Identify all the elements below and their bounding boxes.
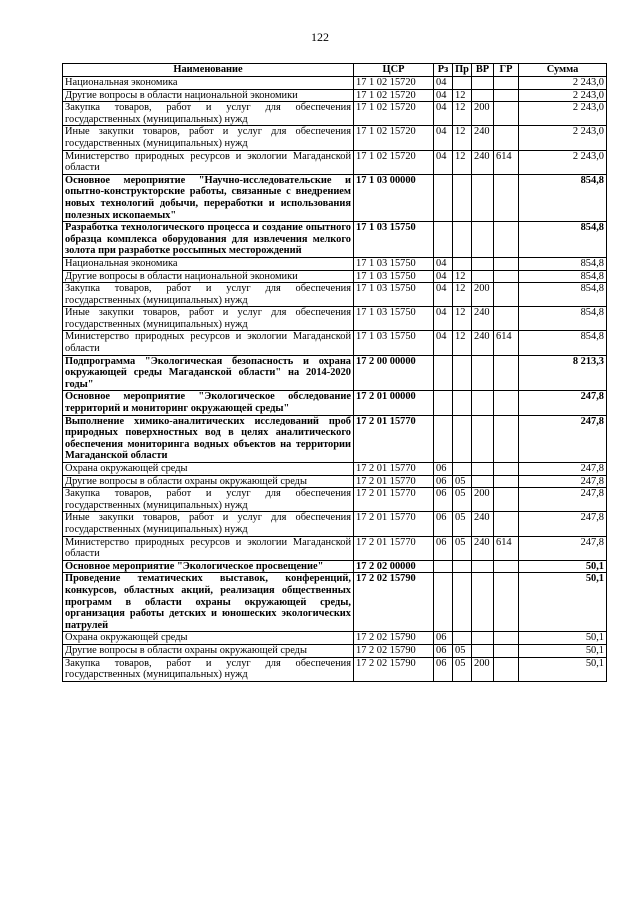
cell-rz: 06: [434, 488, 453, 512]
cell-vr: 200: [472, 102, 494, 126]
cell-sum: 50,1: [519, 632, 607, 645]
cell-gr: [494, 355, 519, 391]
cell-csr: 17 2 01 15770: [354, 536, 434, 560]
cell-gr: [494, 488, 519, 512]
cell-sum: 8 213,3: [519, 355, 607, 391]
cell-gr: [494, 174, 519, 221]
cell-name: Основное мероприятие "Научно-исследовательские и опытно-конструкторские работы, связанные с внедрением новых технологий добычи, переработки и использования полезных ископаемых": [63, 174, 354, 221]
cell-name: Охрана окружающей среды: [63, 463, 354, 476]
cell-gr: [494, 391, 519, 415]
cell-sum: 247,8: [519, 391, 607, 415]
cell-gr: [494, 222, 519, 258]
cell-vr: 240: [472, 331, 494, 355]
cell-gr: [494, 573, 519, 632]
table-row: [63, 257, 607, 270]
table-row: [63, 475, 607, 488]
cell-vr: 240: [472, 307, 494, 331]
cell-vr: 240: [472, 536, 494, 560]
table-row: [63, 536, 607, 560]
table-row: [63, 222, 607, 258]
cell-gr: [494, 102, 519, 126]
cell-vr: [472, 463, 494, 476]
cell-name: Другие вопросы в области национальной экономики: [63, 89, 354, 102]
cell-rz: 06: [434, 475, 453, 488]
cell-name: Основное мероприятие "Экологическое обследование территорий и мониторинг окружающей среды": [63, 391, 354, 415]
cell-pr: [453, 174, 472, 221]
cell-rz: [434, 415, 453, 462]
cell-csr: 17 1 03 15750: [354, 331, 434, 355]
cell-sum: 50,1: [519, 657, 607, 681]
table-row: [63, 573, 607, 632]
cell-name: Проведение тематических выставок, конференций, конкурсов, областных акций, реализация общественных программ в области охраны окружающей среды, организация работы детских и юношеских экологических патрулей: [63, 573, 354, 632]
cell-pr: 12: [453, 283, 472, 307]
cell-pr: 12: [453, 126, 472, 150]
cell-name: Другие вопросы в области национальной экономики: [63, 270, 354, 283]
table-row: [63, 560, 607, 573]
cell-pr: [453, 222, 472, 258]
cell-pr: 12: [453, 150, 472, 174]
cell-rz: [434, 391, 453, 415]
cell-vr: [472, 644, 494, 657]
cell-gr: [494, 307, 519, 331]
header-rz: Рз: [434, 64, 453, 77]
table-row: [63, 415, 607, 462]
cell-name: Министерство природных ресурсов и экологии Магаданской области: [63, 331, 354, 355]
cell-rz: 06: [434, 536, 453, 560]
cell-name: Другие вопросы в области охраны окружающей среды: [63, 644, 354, 657]
cell-csr: 17 2 02 15790: [354, 573, 434, 632]
cell-pr: 12: [453, 102, 472, 126]
table-row: [63, 488, 607, 512]
table-row: [63, 150, 607, 174]
cell-name: Основное мероприятие "Экологическое просвещение": [63, 560, 354, 573]
cell-rz: [434, 573, 453, 632]
header-csr: ЦСР: [354, 64, 434, 77]
cell-gr: [494, 512, 519, 536]
table-row: [63, 77, 607, 90]
cell-name: Разработка технологического процесса и создание опытного образца комплекса оборудования для извлечения мелкого золота при разработке россыпных месторождений: [63, 222, 354, 258]
cell-vr: [472, 222, 494, 258]
cell-vr: [472, 632, 494, 645]
cell-gr: [494, 126, 519, 150]
cell-vr: [472, 257, 494, 270]
cell-vr: 240: [472, 150, 494, 174]
cell-gr: [494, 77, 519, 90]
cell-pr: [453, 560, 472, 573]
table-row: [63, 331, 607, 355]
cell-csr: 17 1 02 15720: [354, 89, 434, 102]
budget-table: [62, 63, 607, 682]
cell-pr: 05: [453, 488, 472, 512]
cell-vr: 200: [472, 488, 494, 512]
cell-gr: [494, 270, 519, 283]
cell-pr: 05: [453, 644, 472, 657]
cell-name: Министерство природных ресурсов и экологии Магаданской области: [63, 536, 354, 560]
cell-rz: [434, 174, 453, 221]
cell-rz: 06: [434, 463, 453, 476]
cell-vr: [472, 174, 494, 221]
cell-pr: 12: [453, 307, 472, 331]
cell-name: Иные закупки товаров, работ и услуг для обеспечения государственных (муниципальных) нужд: [63, 126, 354, 150]
cell-gr: [494, 257, 519, 270]
cell-pr: [453, 415, 472, 462]
cell-csr: 17 1 02 15720: [354, 150, 434, 174]
cell-csr: 17 2 01 00000: [354, 391, 434, 415]
table-row: [63, 512, 607, 536]
table-header: [63, 64, 607, 77]
table-row: [63, 644, 607, 657]
cell-rz: 06: [434, 644, 453, 657]
cell-gr: [494, 560, 519, 573]
cell-vr: [472, 270, 494, 283]
cell-csr: 17 2 02 15790: [354, 632, 434, 645]
cell-gr: 614: [494, 536, 519, 560]
cell-rz: 04: [434, 283, 453, 307]
cell-name: Иные закупки товаров, работ и услуг для обеспечения государственных (муниципальных) нужд: [63, 307, 354, 331]
table-row: [63, 632, 607, 645]
cell-sum: 247,8: [519, 536, 607, 560]
cell-gr: 614: [494, 331, 519, 355]
cell-csr: 17 2 02 15790: [354, 657, 434, 681]
cell-sum: 854,8: [519, 270, 607, 283]
cell-vr: 240: [472, 512, 494, 536]
cell-name: Закупка товаров, работ и услуг для обеспечения государственных (муниципальных) нужд: [63, 488, 354, 512]
cell-name: Национальная экономика: [63, 257, 354, 270]
cell-rz: 04: [434, 89, 453, 102]
cell-rz: 06: [434, 512, 453, 536]
cell-csr: 17 1 02 15720: [354, 102, 434, 126]
cell-pr: 05: [453, 657, 472, 681]
table-row: [63, 283, 607, 307]
cell-sum: 854,8: [519, 222, 607, 258]
cell-csr: 17 2 01 15770: [354, 475, 434, 488]
header-name: Наименование: [63, 64, 354, 77]
cell-sum: 2 243,0: [519, 126, 607, 150]
cell-csr: 17 2 01 15770: [354, 488, 434, 512]
cell-sum: 2 243,0: [519, 102, 607, 126]
cell-gr: [494, 415, 519, 462]
cell-name: Охрана окружающей среды: [63, 632, 354, 645]
cell-vr: [472, 391, 494, 415]
cell-vr: [472, 415, 494, 462]
cell-csr: 17 2 01 15770: [354, 415, 434, 462]
cell-csr: 17 1 03 15750: [354, 283, 434, 307]
cell-pr: 12: [453, 331, 472, 355]
cell-rz: 04: [434, 102, 453, 126]
cell-sum: 247,8: [519, 488, 607, 512]
table-row: [63, 463, 607, 476]
cell-vr: [472, 89, 494, 102]
header-pr: Пр: [453, 64, 472, 77]
cell-sum: 247,8: [519, 415, 607, 462]
cell-gr: [494, 644, 519, 657]
cell-gr: [494, 657, 519, 681]
cell-csr: 17 2 00 00000: [354, 355, 434, 391]
cell-sum: 50,1: [519, 560, 607, 573]
table-row: [63, 391, 607, 415]
cell-gr: 614: [494, 150, 519, 174]
cell-gr: [494, 283, 519, 307]
cell-pr: 05: [453, 475, 472, 488]
cell-pr: [453, 632, 472, 645]
cell-sum: 854,8: [519, 331, 607, 355]
header-gr: ГР: [494, 64, 519, 77]
cell-rz: 04: [434, 126, 453, 150]
cell-csr: 17 2 01 15770: [354, 512, 434, 536]
cell-name: Национальная экономика: [63, 77, 354, 90]
cell-name: Иные закупки товаров, работ и услуг для обеспечения государственных (муниципальных) нужд: [63, 512, 354, 536]
cell-gr: [494, 632, 519, 645]
cell-pr: [453, 391, 472, 415]
cell-rz: 04: [434, 150, 453, 174]
cell-pr: 12: [453, 89, 472, 102]
cell-csr: 17 1 03 15750: [354, 257, 434, 270]
cell-sum: 2 243,0: [519, 89, 607, 102]
cell-rz: 06: [434, 657, 453, 681]
table-row: [63, 270, 607, 283]
table-row: [63, 102, 607, 126]
cell-rz: 04: [434, 307, 453, 331]
cell-vr: 200: [472, 657, 494, 681]
cell-sum: 50,1: [519, 644, 607, 657]
cell-rz: [434, 222, 453, 258]
cell-vr: [472, 573, 494, 632]
header-row: [63, 64, 607, 77]
cell-rz: [434, 355, 453, 391]
cell-pr: 05: [453, 512, 472, 536]
table-row: [63, 355, 607, 391]
cell-vr: 200: [472, 283, 494, 307]
cell-name: Закупка товаров, работ и услуг для обеспечения государственных (муниципальных) нужд: [63, 657, 354, 681]
cell-csr: 17 1 03 00000: [354, 174, 434, 221]
cell-csr: 17 1 03 15750: [354, 270, 434, 283]
cell-csr: 17 1 02 15720: [354, 77, 434, 90]
cell-sum: 854,8: [519, 283, 607, 307]
cell-sum: 854,8: [519, 257, 607, 270]
cell-name: Министерство природных ресурсов и экологии Магаданской области: [63, 150, 354, 174]
cell-pr: 05: [453, 536, 472, 560]
cell-rz: 04: [434, 270, 453, 283]
header-vr: ВР: [472, 64, 494, 77]
table-row: [63, 174, 607, 221]
cell-sum: 247,8: [519, 475, 607, 488]
cell-rz: 04: [434, 257, 453, 270]
cell-pr: [453, 77, 472, 90]
header-sum: Сумма: [519, 64, 607, 77]
cell-csr: 17 1 03 15750: [354, 222, 434, 258]
cell-sum: 247,8: [519, 512, 607, 536]
cell-pr: [453, 257, 472, 270]
cell-csr: 17 2 01 15770: [354, 463, 434, 476]
cell-sum: 50,1: [519, 573, 607, 632]
cell-name: Подпрограмма "Экологическая безопасность и охрана окружающей среды Магаданской области" на 2014-2020 годы": [63, 355, 354, 391]
cell-name: Выполнение химико-аналитических исследований проб природных поверхностных вод в целях аналитического обеспечения мониторинга водных объектов на территории Магаданской области: [63, 415, 354, 462]
cell-csr: 17 1 02 15720: [354, 126, 434, 150]
cell-csr: 17 2 02 15790: [354, 644, 434, 657]
cell-vr: [472, 355, 494, 391]
cell-vr: [472, 77, 494, 90]
cell-rz: 04: [434, 331, 453, 355]
cell-csr: 17 2 02 00000: [354, 560, 434, 573]
cell-name: Закупка товаров, работ и услуг для обеспечения государственных (муниципальных) нужд: [63, 283, 354, 307]
cell-pr: [453, 355, 472, 391]
table-row: [63, 307, 607, 331]
cell-name: Другие вопросы в области охраны окружающей среды: [63, 475, 354, 488]
cell-gr: [494, 463, 519, 476]
cell-pr: [453, 573, 472, 632]
cell-vr: 240: [472, 126, 494, 150]
table-row: [63, 657, 607, 681]
table-body: [63, 77, 607, 682]
cell-gr: [494, 475, 519, 488]
cell-sum: 854,8: [519, 174, 607, 221]
cell-vr: [472, 475, 494, 488]
cell-name: Закупка товаров, работ и услуг для обеспечения государственных (муниципальных) нужд: [63, 102, 354, 126]
cell-pr: [453, 463, 472, 476]
cell-csr: 17 1 03 15750: [354, 307, 434, 331]
cell-sum: 854,8: [519, 307, 607, 331]
cell-gr: [494, 89, 519, 102]
cell-rz: [434, 560, 453, 573]
table-row: [63, 126, 607, 150]
cell-rz: 04: [434, 77, 453, 90]
cell-sum: 2 243,0: [519, 77, 607, 90]
page-number: 122: [311, 30, 329, 44]
table-row: [63, 89, 607, 102]
cell-sum: 2 243,0: [519, 150, 607, 174]
cell-pr: 12: [453, 270, 472, 283]
cell-vr: [472, 560, 494, 573]
cell-sum: 247,8: [519, 463, 607, 476]
cell-rz: 06: [434, 632, 453, 645]
